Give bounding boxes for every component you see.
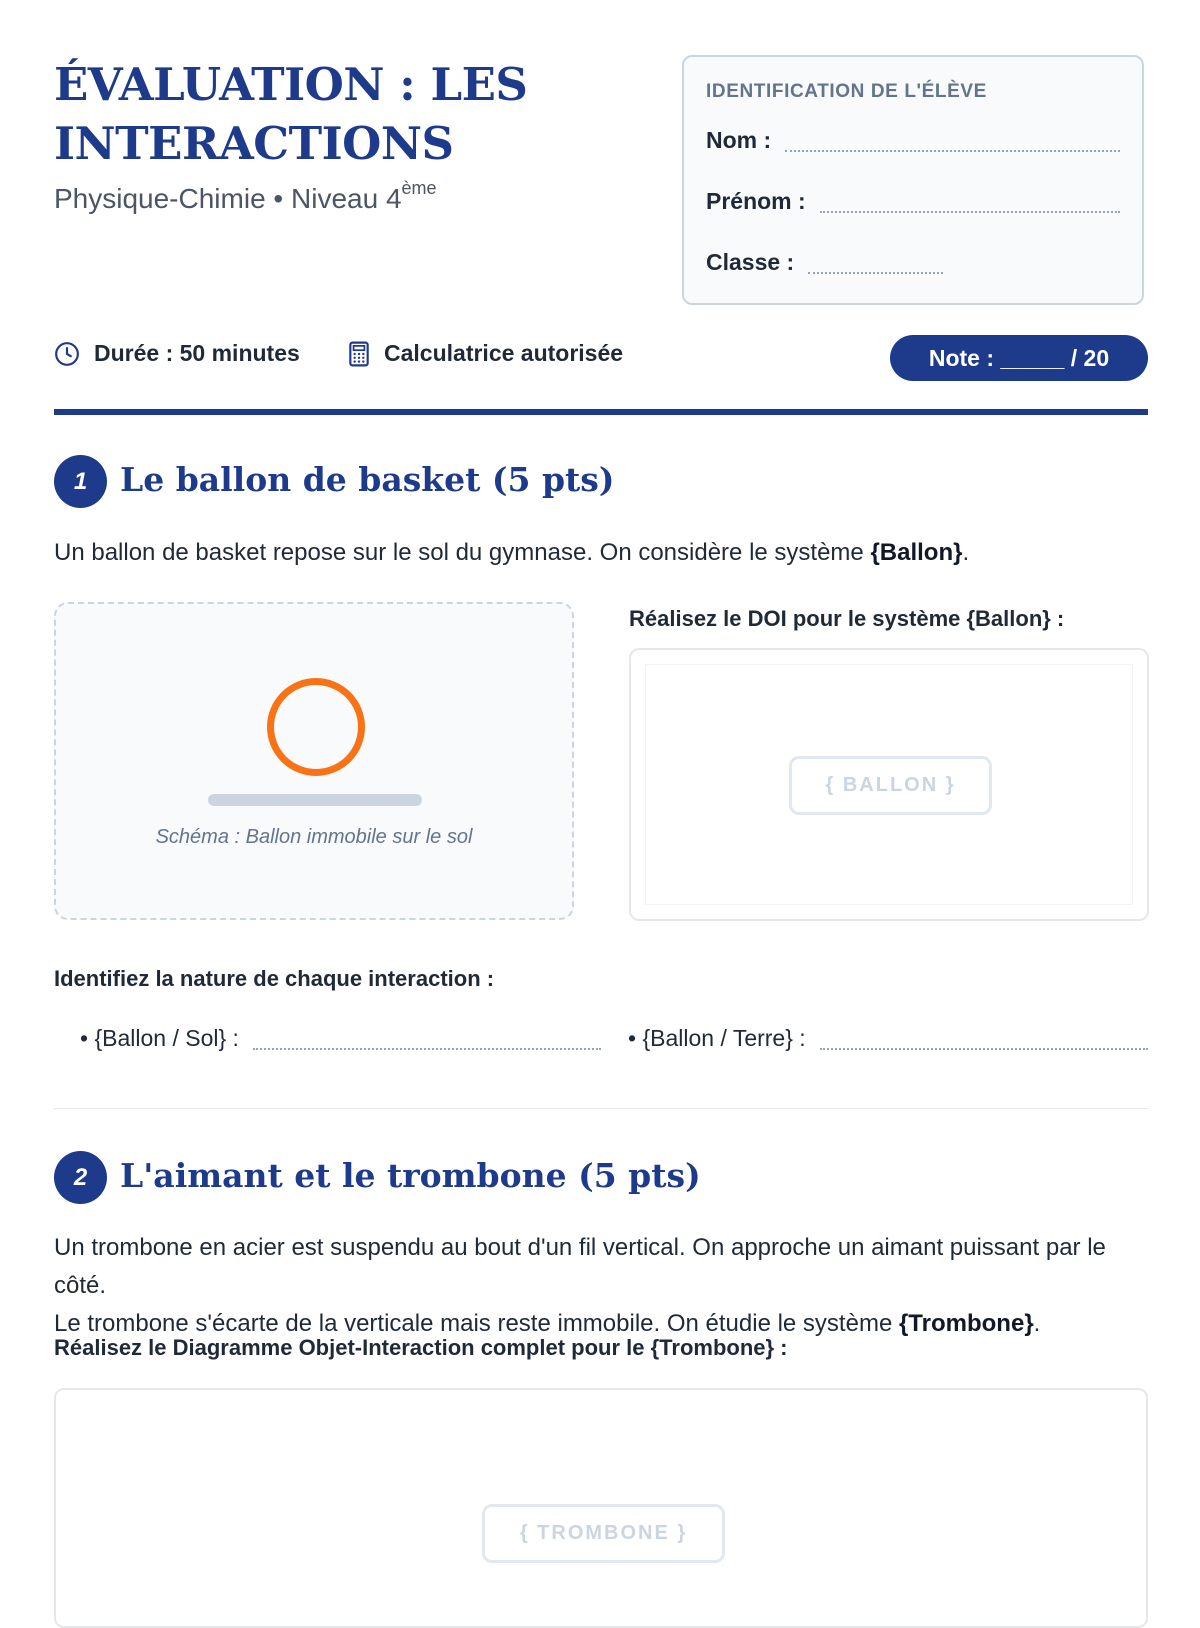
name-label: Nom :: [706, 127, 772, 153]
interaction-ballon-terre-line[interactable]: [820, 1047, 1148, 1050]
section-2-text-line-2-end: .: [1033, 1310, 1041, 1337]
page-subtitle: [54, 178, 437, 215]
schema-caption: Schéma : Ballon immobile sur le sol: [155, 826, 473, 848]
doi-prompt-2: Réalisez le Diagramme Objet-Interaction complet pour le {Trombone} :: [54, 1335, 788, 1360]
calculator-info: [348, 340, 623, 367]
student-id-title: IDENTIFICATION DE L'ÉLÈVE: [706, 81, 987, 102]
name-line[interactable]: [785, 149, 1120, 152]
section-1-intro: [54, 534, 1154, 572]
name-field[interactable]: [706, 127, 1120, 154]
class-field[interactable]: [706, 249, 1120, 276]
firstname-line[interactable]: [820, 210, 1120, 213]
calculator-text: Calculatrice autorisée: [384, 340, 624, 366]
ball-schema: [54, 602, 574, 920]
interaction-ballon-sol-line[interactable]: [253, 1047, 601, 1050]
clock-icon: [54, 341, 80, 367]
section-separator: [54, 1108, 1148, 1109]
section-1-intro-text: Un ballon de basket repose sur le sol du gymnase. On considère le système: [54, 539, 871, 566]
section-2-text: [54, 1229, 1154, 1343]
student-id-box: [682, 55, 1144, 305]
section-2-title: L'aimant et le trombone (5 pts): [120, 1156, 701, 1195]
interaction-ballon-sol-label: • {Ballon / Sol} :: [80, 1025, 239, 1051]
section-2-text-line-1: Un trombone en acier est suspendu au bout d'un fil vertical. On approche un aimant puissant par le côté.: [54, 1234, 1106, 1299]
subtitle-text: Physique-Chimie • Niveau 4: [54, 183, 402, 214]
system-ballon-label: { BALLON }: [789, 756, 992, 815]
duration-info: [54, 340, 300, 367]
class-line[interactable]: [808, 271, 943, 274]
firstname-label: Prénom :: [706, 188, 806, 214]
class-label: Classe :: [706, 249, 795, 275]
header-divider: [54, 409, 1148, 415]
interaction-ballon-terre[interactable]: [628, 1025, 1148, 1052]
duration-text: Durée : 50 minutes: [94, 340, 300, 366]
doi-drawing-area-1[interactable]: [629, 648, 1149, 921]
page-title: ÉVALUATION : LES INTERACTIONS: [54, 58, 528, 170]
section-2-system-name: {Trombone}: [898, 1310, 1034, 1337]
doi-drawing-area-2[interactable]: [54, 1388, 1148, 1628]
interaction-ballon-terre-label: • {Ballon / Terre} :: [628, 1025, 806, 1051]
subtitle-superscript: ème: [401, 178, 437, 198]
firstname-field[interactable]: [706, 188, 1120, 215]
section-1-intro-end: .: [962, 539, 970, 566]
section-2-text-line-2-start: Le trombone s'écarte de la verticale mais reste immobile. On étudie le système: [54, 1310, 899, 1337]
grade-badge: Note : _____ / 20: [890, 335, 1148, 381]
section-1-number: 1: [54, 455, 107, 508]
system-trombone-label: { TROMBONE }: [482, 1504, 725, 1563]
section-1-system-name: {Ballon}: [870, 539, 963, 566]
basketball-shape: [267, 678, 365, 776]
doi-prompt-1: Réalisez le DOI pour le système {Ballon} :: [629, 606, 1065, 631]
ground-shape: [208, 794, 422, 806]
nature-prompt: Identifiez la nature de chaque interaction :: [54, 966, 495, 991]
calculator-icon: [348, 341, 370, 367]
section-1-title: Le ballon de basket (5 pts): [120, 460, 615, 499]
interaction-ballon-sol[interactable]: [80, 1025, 601, 1052]
section-2-number: 2: [54, 1151, 107, 1204]
